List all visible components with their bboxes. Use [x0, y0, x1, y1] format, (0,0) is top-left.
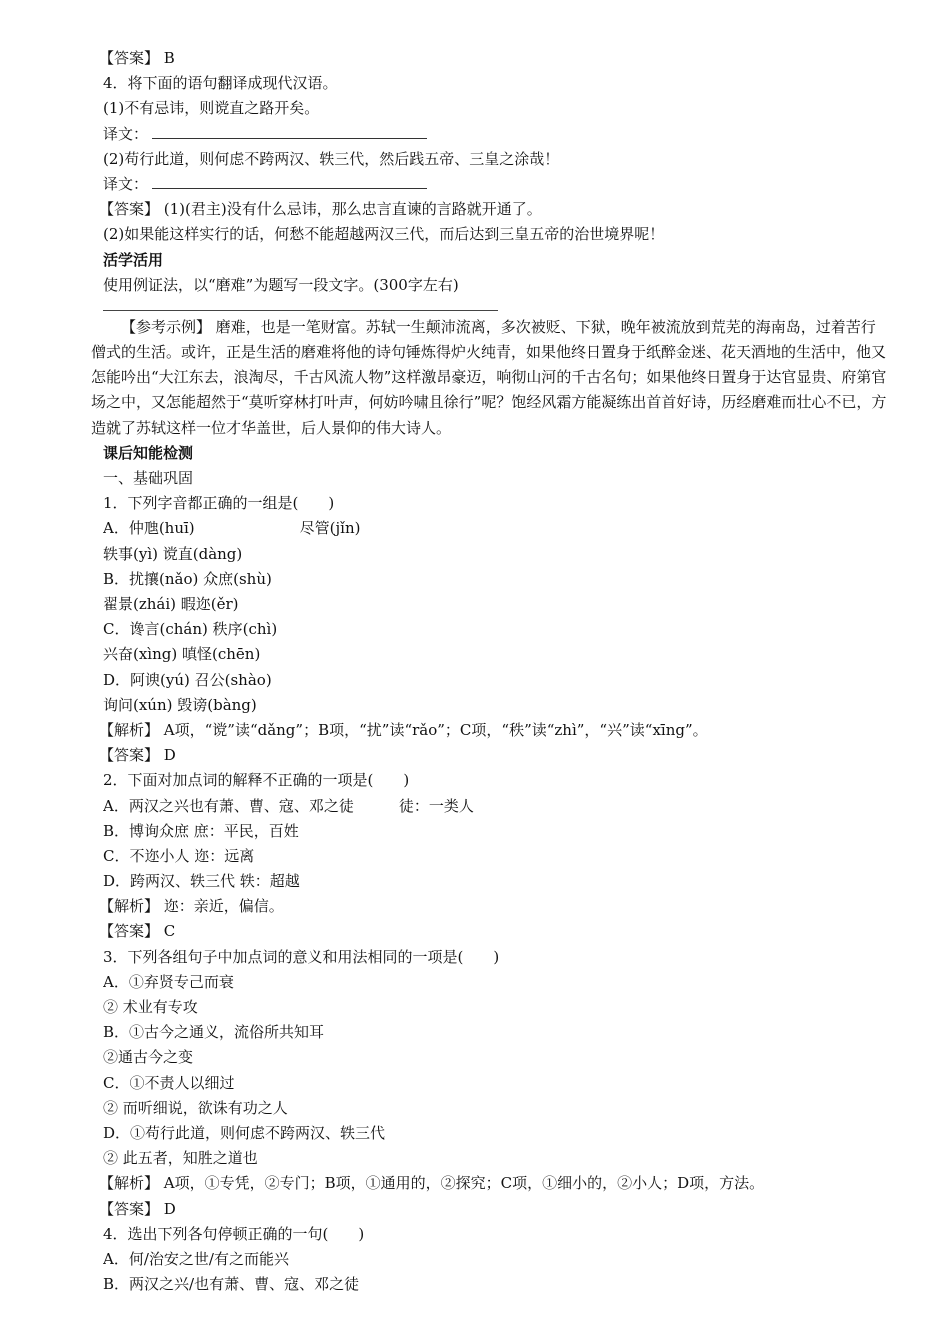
option-line: 兴奋(xìng) 嗔怪(chēn) — [103, 645, 261, 664]
question-1-stem: 1．下列字音都正确的一组是( ) — [103, 494, 335, 513]
analysis-line: 【解析】 A项，“谠”读“dǎng”；B项，“扰”读“rǎo”；C项，“秩”读“zhì”，“兴”读“xīng”。 — [99, 720, 708, 739]
answer-continued: (2)如果能这样实行的话，何愁不能超越两汉三代，而后达到三皇五帝的治世境界呢！ — [103, 225, 665, 244]
subsection-heading: 一、基础巩固 — [103, 469, 194, 488]
option-b: B．博询众庶 庶：平民，百姓 — [103, 821, 299, 840]
question-4-stem: 4．将下面的语句翻译成现代汉语。 — [103, 74, 338, 93]
writing-rule[interactable] — [103, 298, 498, 311]
option-d: D．阿谀(yú) 召公(shào) — [103, 670, 272, 689]
option-line — [103, 516, 890, 541]
section-heading: 课后知能检测 — [103, 443, 194, 462]
option-a-word: 尽管(jǐn) — [299, 519, 361, 538]
option-line: 翟景(zhái) 暇迩(ěr) — [103, 595, 239, 614]
option-a: A．仲虺(huī) — [103, 519, 195, 538]
sample-paragraph: 【参考示例】 磨难，也是一笔财富。苏轼一生颠沛流离，多次被贬、下狱，晚年被流放到荒芜的海南岛，过着苦行僧式的生活。或许，正是生活的磨难将他的诗句锤炼得炉火纯青，如果他终日置身于纸醉金迷、花天酒地的生活中，他又怎能吟出“大江东去，浪淘尽，千古风流人物”这样激昂豪迈，响彻山河的千古名句；如果他终日置身于达官显贵、府第官场之中，又怎能超然于“莫听穿林打叶声，何妨吟啸且徐行”呢？饱经风霜方能凝练出首首好诗，历经磨难而壮心不已，方造就了苏轼这样一位才华盖世，后人景仰的伟大诗人。 — [91, 317, 887, 437]
answer-line: 【答案】 D — [99, 746, 176, 765]
analysis-line: 【解析】 A项，①专凭，②专门；B项，①通用的，②探究；C项，①细小的，②小人；D项，方法。 — [99, 1174, 765, 1193]
option-c: C．谗言(chán) 秩序(chì) — [103, 620, 278, 639]
option-a: A．何/治安之世/有之而能兴 — [103, 1249, 289, 1268]
question-4-stem: 4．选出下列各句停顿正确的一句( ) — [103, 1224, 365, 1243]
translation-line-1 — [103, 122, 890, 147]
section-heading: 活学活用 — [103, 250, 164, 269]
option-b: B．①古今之通义，流俗所共知耳 — [103, 1023, 325, 1042]
option-line: 询问(xún) 毁谤(bàng) — [103, 695, 257, 714]
answer-line: 【答案】 D — [99, 1199, 176, 1218]
translation-line-2 — [103, 172, 890, 197]
question-2-stem: 2．下面对加点词的解释不正确的一项是( ) — [103, 771, 410, 790]
option-c: C．①不责人以细过 — [103, 1073, 235, 1092]
option-line: ②通古今之变 — [103, 1048, 194, 1067]
option-a-gloss: 徒：一类人 — [398, 796, 474, 815]
option-b: B．扰攘(nǎo) 众庶(shù) — [103, 569, 272, 588]
option-d: D．①苟行此道，则何虑不跨两汉、轶三代 — [103, 1123, 386, 1142]
translation-label: 译文： — [103, 124, 149, 143]
option-line — [103, 794, 890, 819]
translation-label: 译文： — [103, 174, 149, 193]
sentence-1: (1)不有忌讳，则谠直之路开矣。 — [103, 99, 320, 118]
option-a: A．①弃贤专己而衰 — [103, 972, 234, 991]
sentence-2: (2)苟行此道，则何虑不跨两汉、轶三代，然后践五帝、三皇之涂哉！ — [103, 149, 560, 168]
answer-line: 【答案】 (1)(君主)没有什么忌讳，那么忠言直谏的言路就开通了。 — [99, 200, 542, 219]
option-b: B．两汉之兴/也有萧、曹、寇、邓之徒 — [103, 1275, 360, 1294]
answer-line: 【答案】 C — [99, 922, 176, 941]
answer-line: 【答案】 B — [99, 49, 175, 67]
answer-blank[interactable] — [152, 124, 427, 139]
question-3-stem: 3．下列各组句子中加点词的意义和用法相同的一项是( ) — [103, 947, 500, 966]
option-d: D．跨两汉、轶三代 轶：超越 — [103, 872, 300, 891]
option-line: ② 此五者，知胜之道也 — [103, 1149, 258, 1168]
exercise-prompt: 使用例证法，以“磨难”为题写一段文字。(300字左右) — [103, 275, 459, 294]
option-line: 轶事(yì) 谠直(dàng) — [103, 544, 243, 563]
option-c: C．不迩小人 迩：远离 — [103, 846, 255, 865]
option-line: ② 术业有专攻 — [103, 998, 198, 1017]
option-line: ② 而听细说，欲诛有功之人 — [103, 1098, 288, 1117]
option-a: A．两汉之兴也有萧、曹、寇、邓之徒 — [103, 796, 354, 815]
answer-blank[interactable] — [152, 174, 427, 189]
analysis-line: 【解析】 迩：亲近，偏信。 — [99, 897, 284, 916]
